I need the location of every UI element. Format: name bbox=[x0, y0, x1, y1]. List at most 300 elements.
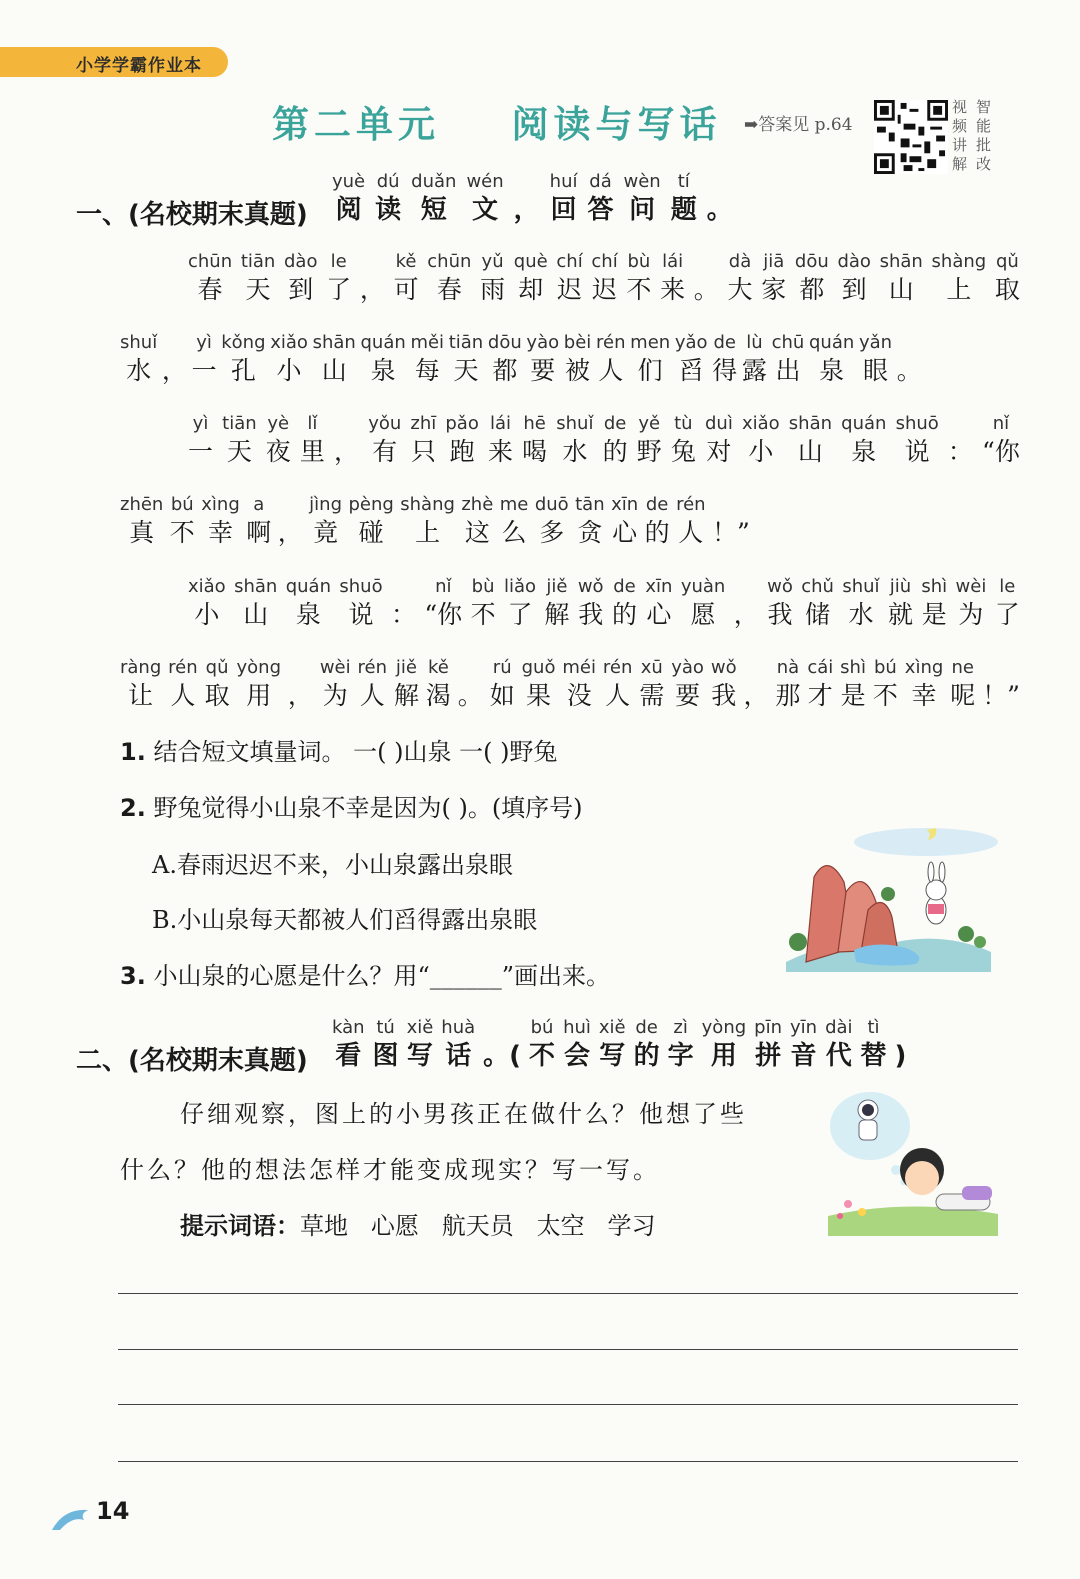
pinyin-char bbox=[326, 250, 351, 307]
hanzi: 。 bbox=[693, 275, 719, 304]
pinyin: liǎo bbox=[503, 576, 537, 597]
hanzi: 喝 bbox=[522, 437, 548, 466]
pinyin-char bbox=[339, 575, 382, 632]
pinyin: rén bbox=[602, 657, 633, 678]
pinyin-char bbox=[394, 656, 419, 713]
pinyin: yǎo bbox=[674, 332, 708, 353]
pinyin: xiǎo bbox=[741, 413, 780, 434]
answer-reference: ➡答案见 p.64 bbox=[744, 115, 853, 135]
hanzi: 水 bbox=[562, 437, 588, 466]
pinyin: jiě bbox=[395, 657, 417, 678]
writing-line-1[interactable] bbox=[118, 1293, 1018, 1294]
pinyin: yòng bbox=[701, 1017, 747, 1038]
hanzi: 大 bbox=[727, 275, 753, 304]
pinyin-char bbox=[948, 412, 973, 469]
pinyin-char bbox=[861, 1016, 887, 1073]
pinyin: zì bbox=[673, 1017, 688, 1038]
hanzi: 题 bbox=[670, 195, 697, 225]
pinyin: jiě bbox=[546, 576, 568, 597]
hanzi: 来 bbox=[487, 437, 513, 466]
pinyin: huì bbox=[563, 1017, 591, 1038]
pinyin-char bbox=[288, 656, 313, 713]
pinyin-char bbox=[611, 493, 638, 550]
hanzi: 说 bbox=[904, 437, 930, 466]
pinyin-char bbox=[500, 493, 529, 550]
pinyin-char bbox=[246, 493, 271, 550]
hanzi: 幸 bbox=[208, 518, 234, 547]
pinyin: shuǐ bbox=[120, 332, 158, 353]
pinyin-char bbox=[313, 331, 356, 388]
pinyin: shān bbox=[788, 413, 833, 434]
question-2-number: 2. bbox=[120, 794, 146, 822]
writing-line-2[interactable] bbox=[118, 1349, 1018, 1350]
hanzi: 说 bbox=[348, 600, 374, 629]
hanzi: 一 bbox=[188, 437, 214, 466]
hanzi: 野 bbox=[636, 437, 662, 466]
qr-code-icon[interactable] bbox=[874, 100, 948, 174]
pinyin: yǎn bbox=[858, 332, 893, 353]
pinyin: nà bbox=[776, 657, 800, 678]
hanzi: ！” bbox=[712, 518, 750, 547]
pinyin-char bbox=[266, 412, 291, 469]
pinyin: méi bbox=[562, 657, 596, 678]
hanzi: 了 bbox=[507, 600, 533, 629]
hanzi: 人 bbox=[598, 356, 624, 385]
hanzi: “你 bbox=[424, 600, 463, 629]
pinyin-char bbox=[278, 493, 303, 550]
pinyin: dōu bbox=[794, 251, 829, 272]
pinyin: yào bbox=[671, 657, 704, 678]
pinyin: cái bbox=[807, 657, 834, 678]
hanzi: 夜 bbox=[265, 437, 291, 466]
hanzi: 上 bbox=[946, 275, 972, 304]
pinyin-char bbox=[424, 575, 462, 632]
pinyin-char bbox=[675, 331, 708, 388]
hanzi: 取 bbox=[994, 275, 1020, 304]
pinyin: yǒu bbox=[368, 413, 402, 434]
pinyin: shān bbox=[879, 251, 923, 272]
pinyin: pǎo bbox=[445, 413, 479, 434]
pinyin-char bbox=[514, 170, 540, 227]
pinyin: nǐ bbox=[435, 576, 452, 597]
hanzi: 那 bbox=[775, 681, 801, 710]
pinyin: tí bbox=[677, 171, 690, 192]
pinyin: le bbox=[330, 251, 347, 272]
pinyin-char bbox=[888, 575, 913, 632]
writing-line-4[interactable] bbox=[118, 1461, 1018, 1462]
pinyin-char bbox=[754, 1016, 782, 1073]
boy-dreaming-illustration bbox=[818, 1086, 1002, 1236]
pinyin-char bbox=[564, 331, 592, 388]
hanzi: 山 bbox=[321, 356, 347, 385]
pinyin-char bbox=[522, 412, 547, 469]
hanzi: 到 bbox=[841, 275, 867, 304]
pinyin-char bbox=[921, 575, 947, 632]
pinyin: lù bbox=[746, 332, 763, 353]
pinyin-char bbox=[575, 493, 605, 550]
hanzi: 音 bbox=[790, 1041, 817, 1071]
hanzi: 字 bbox=[667, 1041, 694, 1071]
pinyin: bù bbox=[627, 251, 651, 272]
pinyin: xìng bbox=[904, 657, 944, 678]
pinyin-char bbox=[556, 412, 593, 469]
pinyin: jiā bbox=[763, 251, 785, 272]
writing-line-3[interactable] bbox=[118, 1404, 1018, 1405]
qr-label-smart: 智 能 批 改 bbox=[976, 98, 992, 173]
hanzi: 却 bbox=[518, 275, 544, 304]
hanzi: 让 bbox=[128, 681, 154, 710]
pinyin: de bbox=[613, 576, 636, 597]
pinyin-char bbox=[480, 250, 505, 307]
pinyin: wèi bbox=[319, 657, 351, 678]
hint-words bbox=[180, 1206, 656, 1241]
pinyin-char bbox=[743, 656, 768, 713]
pinyin-char bbox=[449, 331, 484, 388]
hanzi: 的 bbox=[602, 437, 628, 466]
pinyin-char bbox=[348, 493, 393, 550]
pinyin-char bbox=[426, 656, 451, 713]
pinyin-char bbox=[712, 493, 750, 550]
pinyin-char bbox=[411, 170, 456, 227]
pinyin-char bbox=[932, 250, 987, 307]
pinyin-char bbox=[120, 331, 157, 388]
pinyin-char bbox=[188, 250, 232, 307]
pinyin-char bbox=[772, 331, 805, 388]
hanzi: 眼 bbox=[862, 356, 888, 385]
hanzi: 贪 bbox=[577, 518, 603, 547]
pinyin-char bbox=[982, 412, 1020, 469]
pinyin-char bbox=[407, 1016, 434, 1073]
pinyin: měi bbox=[410, 332, 445, 353]
hanzi: ： bbox=[391, 600, 417, 629]
hanzi: 雨 bbox=[480, 275, 506, 304]
pinyin-char bbox=[270, 331, 308, 388]
hanzi: 为 bbox=[958, 600, 984, 629]
pinyin: wǒ bbox=[710, 657, 737, 678]
pinyin: de bbox=[635, 1017, 658, 1038]
pinyin-char bbox=[767, 575, 793, 632]
hanzi: 春 bbox=[436, 275, 462, 304]
hanzi: 是 bbox=[840, 681, 866, 710]
hanzi: 天 bbox=[453, 356, 479, 385]
hanzi: 被 bbox=[565, 356, 591, 385]
hanzi: 泉 bbox=[295, 600, 321, 629]
pinyin-char bbox=[995, 575, 1020, 632]
hanzi: 不 bbox=[470, 600, 496, 629]
pinyin-char bbox=[562, 656, 596, 713]
hanzi: ， bbox=[733, 600, 759, 629]
pinyin-char bbox=[626, 250, 651, 307]
pinyin: dà bbox=[728, 251, 752, 272]
badge-text: 小学学霸作业本 bbox=[76, 56, 202, 76]
pinyin-char bbox=[982, 656, 1020, 713]
pinyin-char bbox=[596, 331, 626, 388]
pinyin-char bbox=[563, 1016, 591, 1073]
pinyin-char bbox=[637, 412, 662, 469]
hanzi: 为 bbox=[322, 681, 348, 710]
hanzi: 对 bbox=[706, 437, 732, 466]
hanzi: 人 bbox=[605, 681, 631, 710]
pinyin: wèn bbox=[623, 171, 661, 192]
pinyin: shān bbox=[234, 576, 278, 597]
hanzi: 幸 bbox=[911, 681, 937, 710]
pinyin-char bbox=[488, 412, 513, 469]
pinyin: zhēn bbox=[120, 494, 164, 515]
passage-line-3 bbox=[188, 412, 1020, 469]
pinyin: bù bbox=[471, 576, 495, 597]
hanzi: 只 bbox=[410, 437, 436, 466]
pinyin-char bbox=[360, 250, 385, 307]
pinyin: shàng bbox=[931, 251, 987, 272]
unit-title: 第二单元 阅读与写话 bbox=[272, 103, 722, 146]
pinyin: duì bbox=[705, 413, 733, 434]
passage-line-4 bbox=[120, 493, 750, 550]
hanzi: 舀 bbox=[678, 356, 704, 385]
pinyin: jiù bbox=[889, 576, 912, 597]
hanzi: 就 bbox=[887, 600, 913, 629]
question-1-text: 结合短文填量词。 一( )山泉 一( )野兔 bbox=[153, 738, 558, 766]
pinyin-char bbox=[895, 1016, 907, 1073]
hanzi: 心 bbox=[646, 600, 672, 629]
pinyin: quán bbox=[360, 332, 406, 353]
pinyin-char bbox=[668, 1016, 694, 1073]
pinyin-char bbox=[790, 1016, 817, 1073]
pinyin-char bbox=[162, 331, 187, 388]
pinyin: xiě bbox=[598, 1017, 626, 1038]
hanzi: “你 bbox=[982, 437, 1020, 466]
pinyin: chūn bbox=[188, 251, 233, 272]
pinyin-char bbox=[873, 656, 898, 713]
hanzi: 话 bbox=[445, 1041, 472, 1071]
pinyin: dào bbox=[837, 251, 871, 272]
hanzi: 山 bbox=[888, 275, 914, 304]
question-1 bbox=[120, 732, 557, 767]
hanzi: 用 bbox=[710, 1041, 737, 1071]
pinyin: guǒ bbox=[521, 657, 556, 678]
hanzi: ， bbox=[287, 681, 313, 710]
qr-label-video: 视 频 讲 解 bbox=[952, 98, 968, 173]
pinyin-char bbox=[170, 493, 195, 550]
pinyin: duǎn bbox=[411, 171, 457, 192]
pinyin: wèi bbox=[955, 576, 987, 597]
pinyin-char bbox=[514, 250, 548, 307]
hanzi: 一 bbox=[191, 356, 217, 385]
hanzi: 取 bbox=[204, 681, 230, 710]
pinyin-char bbox=[320, 656, 351, 713]
hanzi: 每 bbox=[414, 356, 440, 385]
hanzi: 山 bbox=[243, 600, 269, 629]
hanzi: 回 bbox=[550, 195, 577, 225]
pinyin-char bbox=[807, 656, 833, 713]
hanzi: 心 bbox=[612, 518, 638, 547]
pinyin: què bbox=[513, 251, 548, 272]
pinyin: yì bbox=[192, 413, 209, 434]
pinyin-char bbox=[535, 493, 569, 550]
pinyin-char bbox=[742, 331, 767, 388]
pinyin-char bbox=[775, 656, 800, 713]
hanzi: 写 bbox=[406, 1041, 433, 1071]
pinyin-char bbox=[461, 493, 493, 550]
hanzi: 这 bbox=[464, 518, 490, 547]
hanzi: 渴 bbox=[425, 681, 451, 710]
pinyin: qǔ bbox=[205, 657, 229, 678]
hanzi: 解 bbox=[393, 681, 419, 710]
pinyin-char bbox=[761, 250, 786, 307]
pinyin: yuè bbox=[332, 171, 366, 192]
hanzi: 上 bbox=[415, 518, 441, 547]
pinyin-char bbox=[526, 331, 559, 388]
pinyin: hē bbox=[523, 413, 546, 434]
writing-prompt-line-2: 什么？他的想法怎样才能变成现实？写一写。 bbox=[120, 1156, 660, 1184]
pinyin: wǒ bbox=[577, 576, 604, 597]
hanzi: ， bbox=[161, 356, 187, 385]
pinyin-char bbox=[358, 656, 388, 713]
passage-line-2 bbox=[120, 331, 922, 388]
pinyin-char bbox=[789, 412, 832, 469]
pinyin: tiān bbox=[222, 413, 257, 434]
question-1-number: 1. bbox=[120, 738, 146, 766]
pinyin-char bbox=[504, 575, 536, 632]
hanzi: ) bbox=[894, 1041, 907, 1071]
hanzi: 解 bbox=[544, 600, 570, 629]
hanzi: 人 bbox=[359, 681, 385, 710]
option-a: A.春雨迟迟不来，小山泉露出泉眼 bbox=[152, 851, 513, 879]
hanzi: 多 bbox=[539, 518, 565, 547]
pinyin: yuàn bbox=[680, 576, 726, 597]
hanzi: 储 bbox=[805, 600, 831, 629]
pinyin-char bbox=[825, 1016, 852, 1073]
pinyin: xīn bbox=[611, 494, 639, 515]
pinyin-char bbox=[529, 1016, 555, 1073]
hanzi: 可 bbox=[393, 275, 419, 304]
pinyin-char bbox=[300, 412, 325, 469]
hanzi: 用 bbox=[246, 681, 272, 710]
pinyin: yè bbox=[267, 413, 290, 434]
question-3 bbox=[120, 956, 610, 991]
pinyin-char bbox=[550, 170, 578, 227]
hanzi: 了 bbox=[994, 600, 1020, 629]
hanzi: 出 bbox=[775, 356, 801, 385]
pinyin: kàn bbox=[332, 1017, 365, 1038]
hanzi: 我 bbox=[578, 600, 604, 629]
hanzi: 有 bbox=[372, 437, 398, 466]
pinyin: zhè bbox=[461, 494, 494, 515]
hanzi: 问 bbox=[629, 195, 656, 225]
hanzi: 泉 bbox=[819, 356, 845, 385]
hanzi: 没 bbox=[566, 681, 592, 710]
pinyin-char bbox=[795, 250, 829, 307]
hint-label: 提示词语： bbox=[180, 1212, 300, 1240]
pinyin: me bbox=[499, 494, 529, 515]
hanzi: 不 bbox=[529, 1041, 556, 1071]
pinyin: xiǎo bbox=[188, 576, 226, 597]
pinyin-char bbox=[950, 656, 975, 713]
pinyin: shuǐ bbox=[842, 576, 880, 597]
hanzi: 我 bbox=[711, 681, 737, 710]
hanzi: 果 bbox=[526, 681, 552, 710]
pinyin-char bbox=[809, 331, 854, 388]
pinyin-char bbox=[603, 656, 633, 713]
hanzi: 水 bbox=[126, 356, 152, 385]
hanzi: 竟 bbox=[313, 518, 339, 547]
hanzi: 的 bbox=[633, 1041, 660, 1071]
section2-prefix: 二、(名校期末真题) bbox=[76, 1046, 308, 1076]
pinyin: kǒng bbox=[221, 332, 266, 353]
hanzi: 阅 bbox=[335, 195, 362, 225]
pinyin-char bbox=[332, 1016, 365, 1073]
pinyin: duō bbox=[534, 494, 569, 515]
hanzi: ！” bbox=[982, 681, 1020, 710]
hanzi: 了 bbox=[326, 275, 352, 304]
pinyin-char bbox=[188, 412, 213, 469]
pinyin-char bbox=[630, 331, 670, 388]
pinyin: chūn bbox=[427, 251, 472, 272]
pinyin-char bbox=[634, 1016, 660, 1073]
pinyin-char bbox=[332, 170, 365, 227]
hanzi: ， bbox=[334, 437, 360, 466]
pinyin: bèi bbox=[563, 332, 592, 353]
hanzi: ， bbox=[513, 195, 540, 225]
hanzi: 春 bbox=[197, 275, 223, 304]
hanzi: 需 bbox=[639, 681, 665, 710]
pinyin: pèng bbox=[348, 494, 394, 515]
hanzi: 水 bbox=[848, 600, 874, 629]
pinyin: kě bbox=[427, 657, 449, 678]
pinyin: zhī bbox=[410, 413, 437, 434]
pinyin-char bbox=[360, 331, 405, 388]
pinyin-char bbox=[588, 170, 614, 227]
pinyin-char bbox=[676, 493, 706, 550]
hanzi: 写 bbox=[599, 1041, 626, 1071]
pinyin: shì bbox=[840, 657, 866, 678]
hanzi: 读 bbox=[375, 195, 402, 225]
pinyin: chí bbox=[591, 251, 618, 272]
pinyin: bú bbox=[170, 494, 194, 515]
pinyin: lái bbox=[489, 413, 511, 434]
pinyin: dōu bbox=[487, 332, 522, 353]
pinyin: tiān bbox=[448, 332, 484, 353]
question-2 bbox=[120, 788, 583, 823]
section1-heading bbox=[332, 170, 743, 227]
pinyin: dào bbox=[284, 251, 318, 272]
hanzi: 天 bbox=[245, 275, 271, 304]
pinyin-char bbox=[188, 575, 226, 632]
pinyin-char bbox=[702, 1016, 747, 1073]
hanzi: 图 bbox=[372, 1041, 399, 1071]
hanzi: 。( bbox=[483, 1041, 522, 1071]
passage-line-5 bbox=[188, 575, 1020, 632]
pinyin-char bbox=[241, 250, 276, 307]
pinyin: shān bbox=[312, 332, 356, 353]
pinyin-char bbox=[734, 575, 759, 632]
pinyin: le bbox=[999, 576, 1016, 597]
pinyin-char bbox=[410, 412, 436, 469]
question-3-text: 小山泉的心愿是什么？用“______”画出来。 bbox=[153, 962, 611, 990]
hanzi: 是 bbox=[921, 600, 947, 629]
spring-rabbit-illustration bbox=[776, 822, 1002, 978]
pinyin: dài bbox=[825, 1017, 853, 1038]
pinyin: yì bbox=[196, 332, 212, 353]
pinyin-char bbox=[956, 575, 987, 632]
pinyin-char bbox=[544, 575, 569, 632]
passage-line-1 bbox=[188, 250, 1020, 307]
pinyin-char bbox=[556, 250, 582, 307]
pinyin: xīn bbox=[645, 576, 673, 597]
pinyin-char bbox=[237, 656, 282, 713]
hint-word-list: 草地 心愿 航天员 太空 学习 bbox=[300, 1212, 656, 1240]
pinyin: huí bbox=[549, 171, 578, 192]
pinyin-char bbox=[842, 575, 879, 632]
